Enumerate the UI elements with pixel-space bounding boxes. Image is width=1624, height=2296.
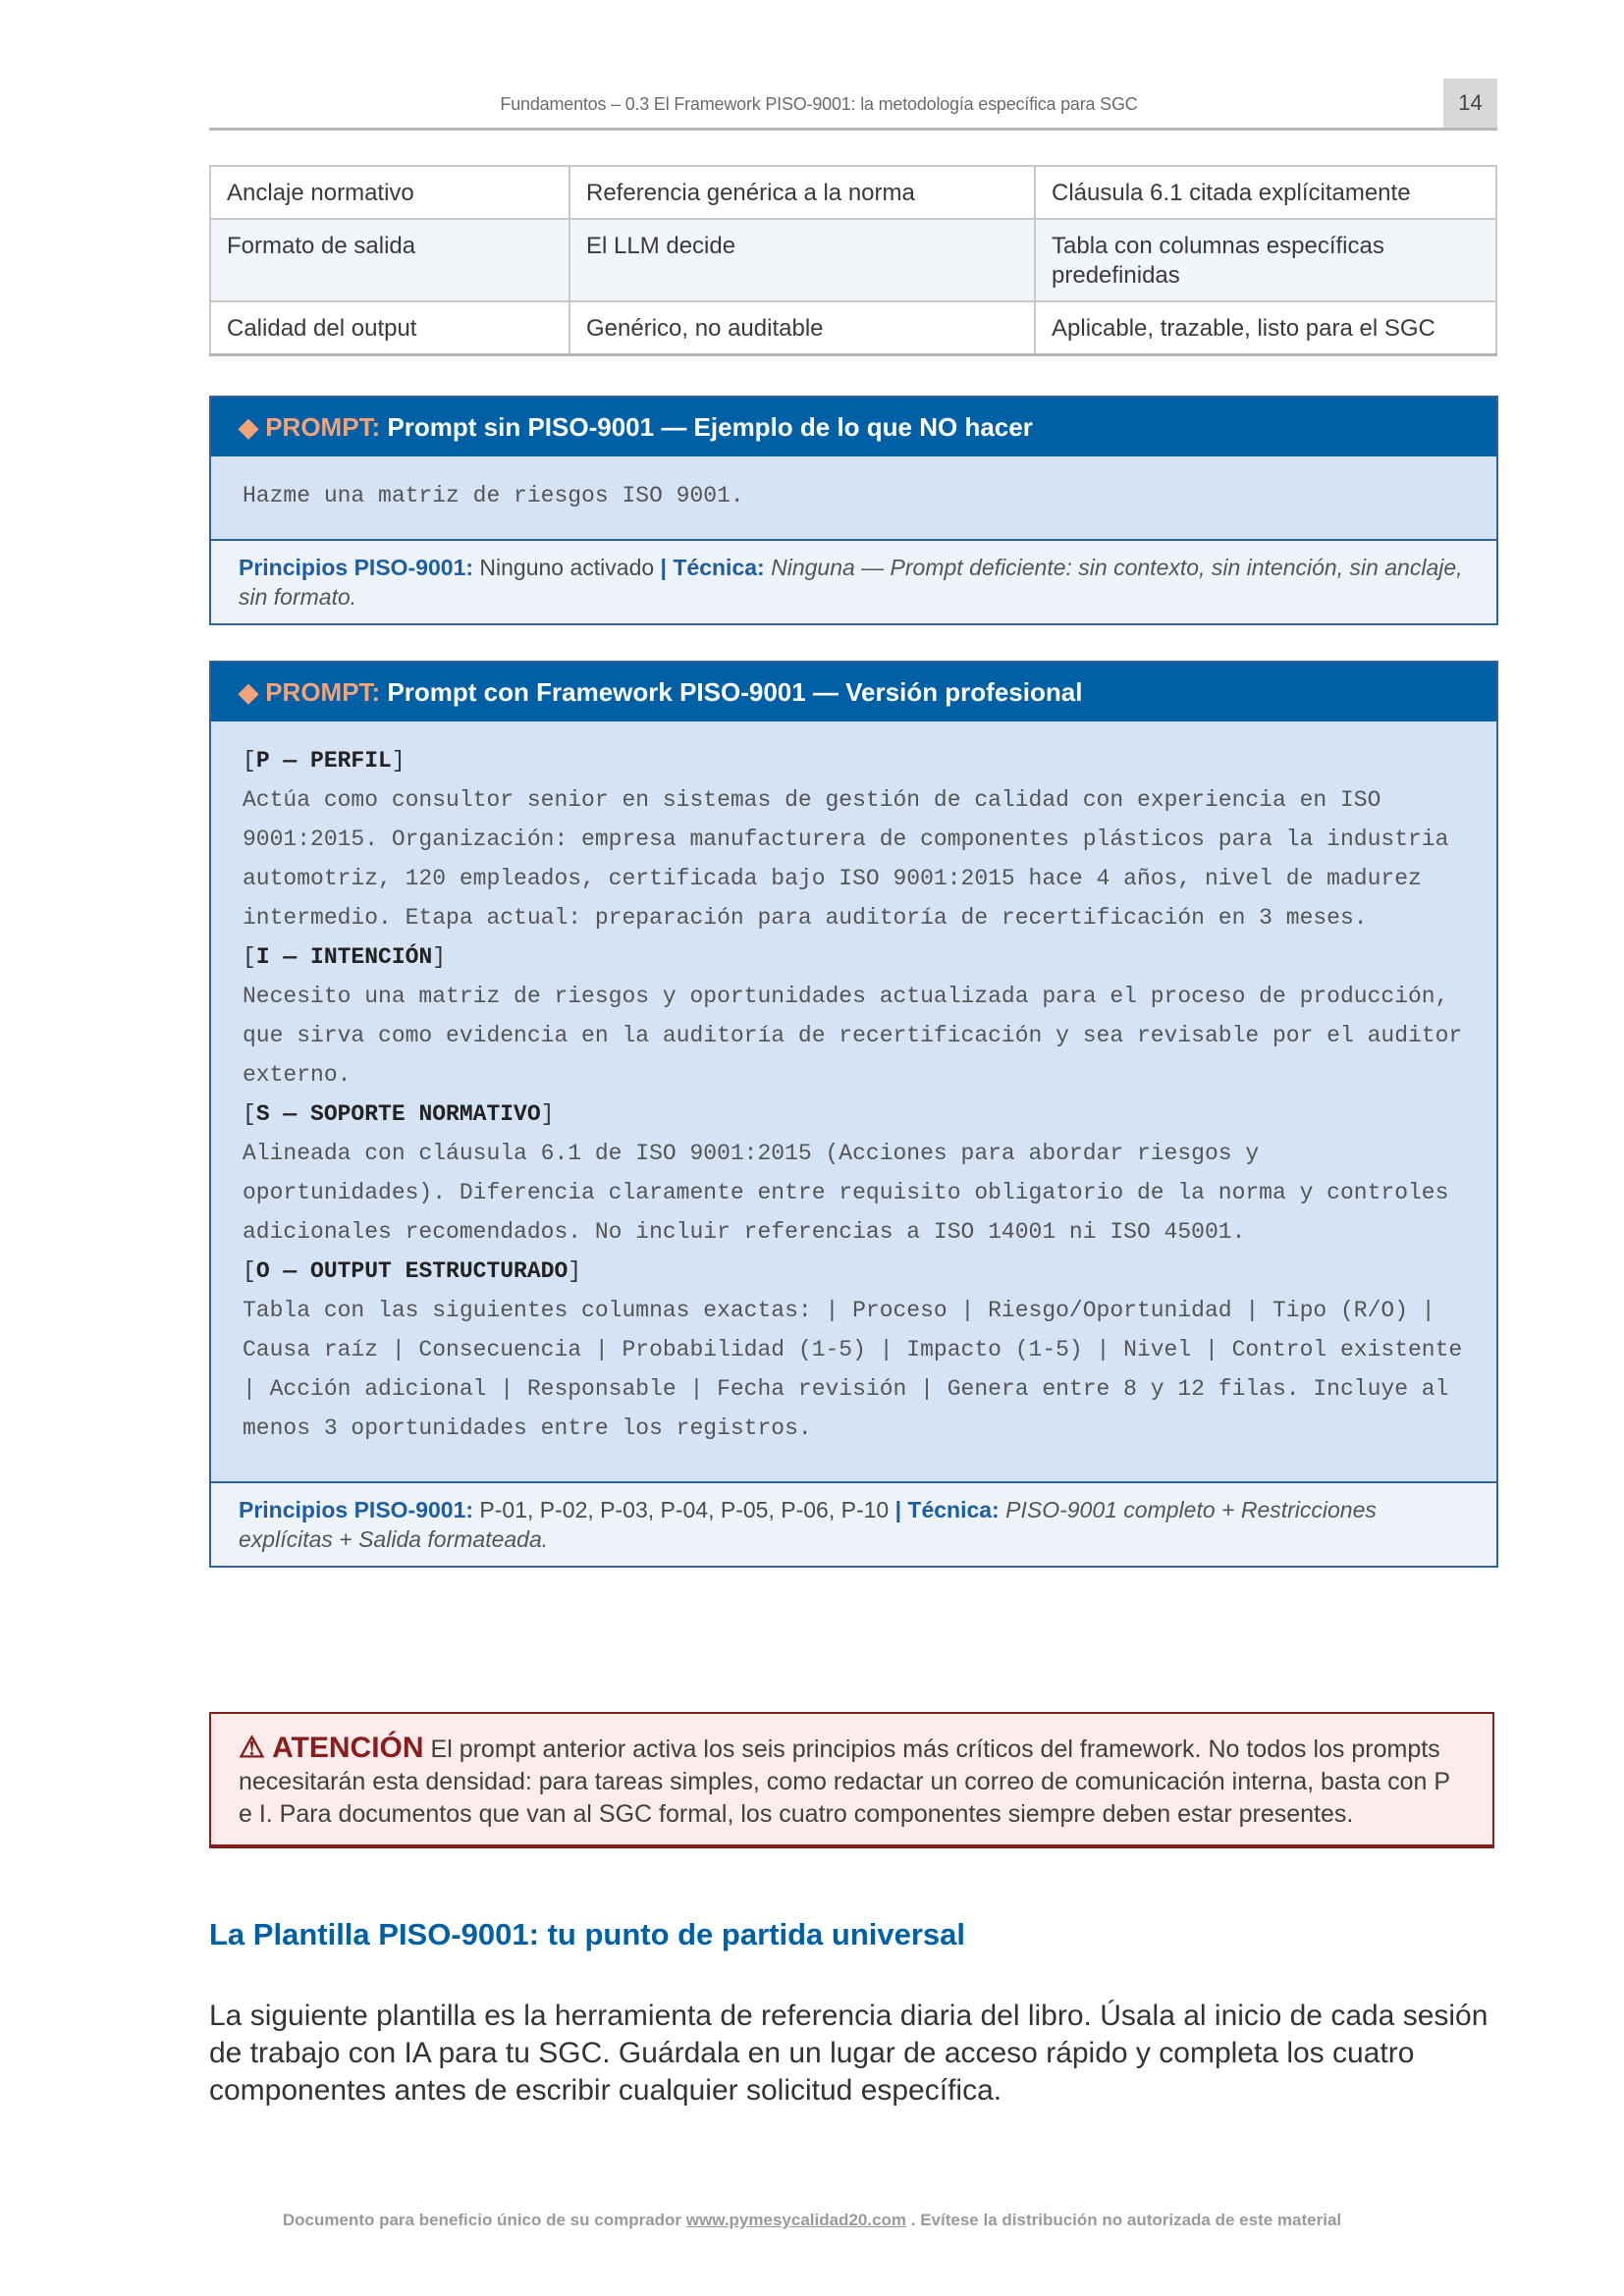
table-row (210, 166, 1496, 219)
page-number: 14 (1443, 79, 1497, 128)
page-footer (0, 2211, 1624, 2230)
section-text-intencion: Necesito una matriz de riesgos y oportunidades actualizada para el proceso de producción, que sirva como evidencia en la auditoría de recertificación y sea revisable por el auditor externo. (243, 984, 1463, 1088)
table-cell: Genérico, no auditable (569, 301, 1035, 355)
table-cell: Cláusula 6.1 citada explícitamente (1035, 166, 1496, 219)
section-text-output: Tabla con las siguientes columnas exactas: | Proceso | Riesgo/Oportunidad | Tipo (R/O) | Causa raíz | Consecuencia | Probabilidad (1-5) | Impacto (1-5) | Nivel | Control existente | Acción adicional | Responsable | Fecha revisión | Genera entre 8 y 12 filas. Incluye al menos 3 oportunidades entre los registros. (243, 1298, 1463, 1441)
separator: | (894, 1497, 902, 1522)
table-cell: Formato de salida (210, 219, 569, 301)
separator: | (660, 555, 667, 580)
table-cell: Referencia genérica a la norma (569, 166, 1035, 219)
prompt-box-good (209, 661, 1498, 1568)
prompt-header (211, 398, 1496, 456)
prompt-box-bad (209, 396, 1498, 625)
technique-value: PISO-9001 completo + Restricciones explícitas + Salida formateada. (239, 1497, 1377, 1552)
table-row (210, 219, 1496, 301)
table-row (210, 301, 1496, 355)
page-header (209, 79, 1497, 131)
section-text-soporte: Alineada con cláusula 6.1 de ISO 9001:2015 (Acciones para abordar riesgos y oportunidades). Diferencia claramente entre requisito obligatorio de la norma y controles adicionales recomendados. No incluir referencias a ISO 14001 ni ISO 45001. (243, 1141, 1449, 1245)
principles-label: Principios PISO-9001: (239, 555, 474, 580)
section-heading-intencion: [I — INTENCIÓN] (243, 944, 447, 970)
footer-suffix: . Evítese la distribución no autorizada de este material (910, 2211, 1342, 2229)
prompt-footer (211, 1481, 1496, 1566)
prompt-header (211, 663, 1496, 721)
principles-value: P-01, P-02, P-03, P-04, P-05, P-06, P-10 (479, 1497, 890, 1522)
running-title: Fundamentos – 0.3 El Framework PISO-9001: la metodología específica para SGC (500, 94, 1138, 114)
body-paragraph: La siguiente plantilla es la herramienta de referencia diaria del libro. Úsala al inicio de cada sesión de trabajo con IA para tu SGC. Guárdala en un lugar de acceso rápido y completa los cuatro componentes antes de escribir cualquier solicitud específica. (209, 2000, 1489, 2107)
principles-label: Principios PISO-9001: (239, 1497, 474, 1522)
section-text-perfil: Actúa como consultor senior en sistemas de gestión de calidad con experiencia en ISO 9001:2015. Organización: empresa manufacturera de componentes plásticos para la industria automotriz, 120 empleados, certificada bajo ISO 9001:2015 hace 4 años, nivel de madurez intermedio. Etapa actual: preparación para auditoría de recertificación en 3 meses. (243, 787, 1449, 931)
table-cell: Tabla con columnas específicas predefinidas (1035, 219, 1496, 301)
prompt-title: Prompt con Framework PISO-9001 — Versión profesional (387, 677, 1083, 707)
prompt-title: Prompt sin PISO-9001 — Ejemplo de lo que NO hacer (387, 412, 1033, 442)
comparison-table (209, 165, 1497, 356)
section-heading-soporte: [S — SOPORTE NORMATIVO] (243, 1101, 555, 1127)
warning-title: ⚠ ATENCIÓN (239, 1732, 424, 1764)
technique-label: Técnica: (907, 1497, 1000, 1522)
diamond-icon: ◆ PROMPT: (239, 412, 381, 442)
section-heading: La Plantilla PISO-9001: tu punto de partida universal (209, 1917, 966, 1951)
warning-text: El prompt anterior activa los seis principios más críticos del framework. No todos los prompts necesitarán esta densidad: para tareas simples, como redactar un correo de comunicación interna, basta con P e I. Para documentos que van al SGC formal, los cuatro componentes siempre deben estar presentes. (239, 1735, 1450, 1828)
footer-prefix: Documento para beneficio único de su comprador (282, 2211, 682, 2229)
table-cell: Aplicable, trazable, listo para el SGC (1035, 301, 1496, 355)
table-cell: El LLM decide (569, 219, 1035, 301)
warning-box (209, 1712, 1494, 1848)
table-cell: Anclaje normativo (210, 166, 569, 219)
section-heading-perfil: [P — PERFIL] (243, 748, 406, 774)
footer-link[interactable]: www.pymesycalidad20.com (685, 2211, 907, 2229)
prompt-body (211, 721, 1496, 1481)
diamond-icon: ◆ PROMPT: (239, 677, 381, 707)
technique-value: Ninguna — Prompt deficiente: sin contexto, sin intención, sin anclaje, sin formato. (239, 555, 1463, 610)
technique-label: Técnica: (673, 555, 765, 580)
section-heading-output: [O — OUTPUT ESTRUCTURADO] (243, 1258, 582, 1284)
prompt-footer (211, 539, 1496, 623)
prompt-body: Hazme una matriz de riesgos ISO 9001. (243, 483, 744, 508)
principles-value: Ninguno activado (479, 555, 655, 580)
table-cell: Calidad del output (210, 301, 569, 355)
